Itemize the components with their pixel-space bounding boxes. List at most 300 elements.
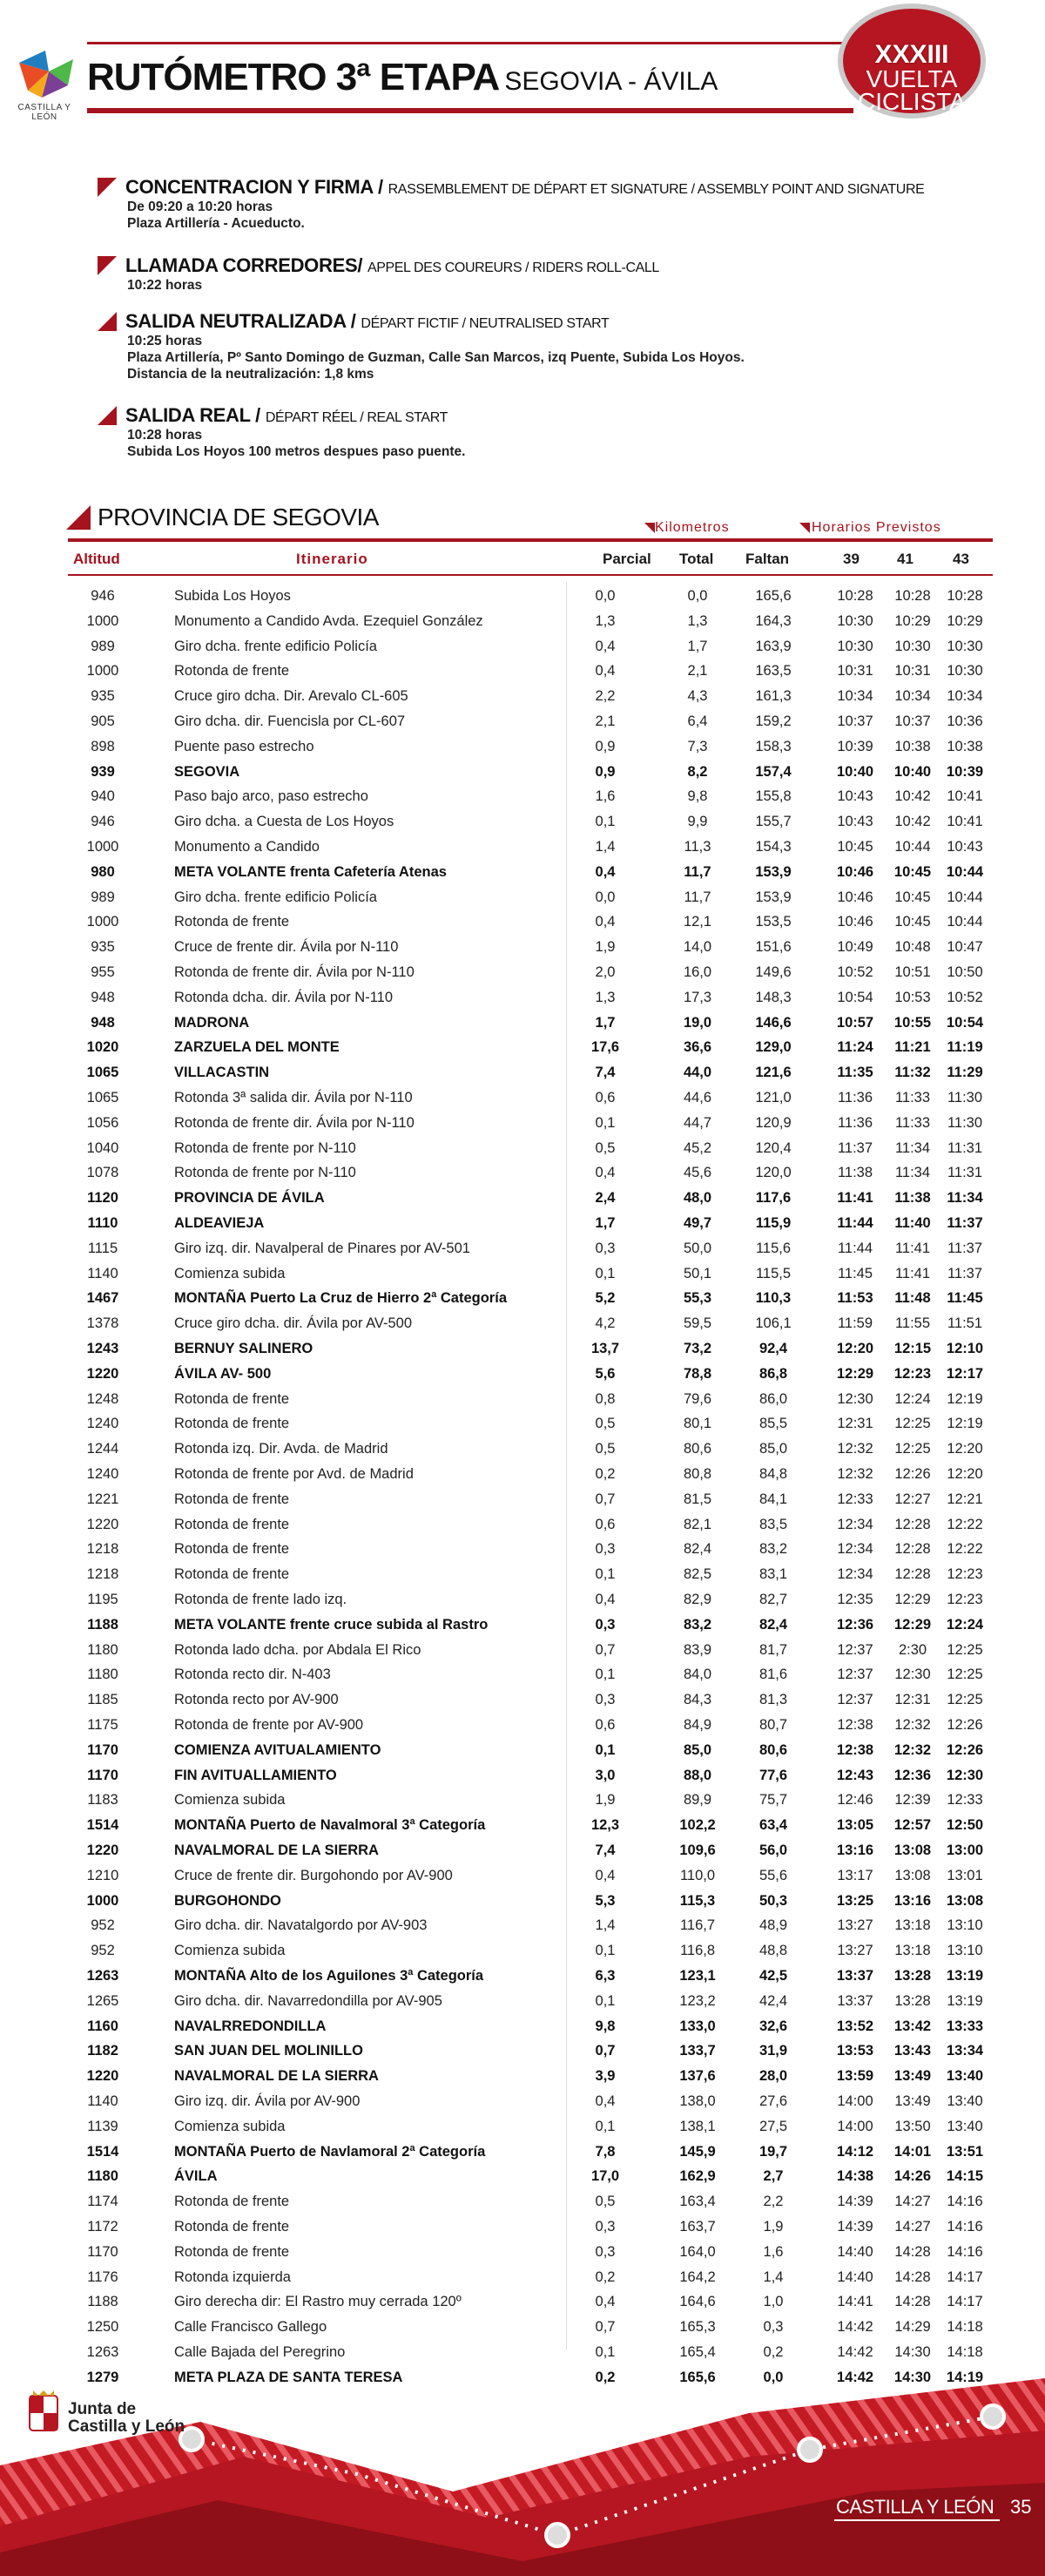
- hour-41-cell: 12:29: [893, 1616, 932, 1633]
- table-row: [0, 710, 1045, 734]
- itinerary-cell: SEGOVIA: [174, 763, 240, 780]
- altitude-cell: 955: [91, 964, 115, 980]
- hour-41-cell: 12:29: [894, 1592, 931, 1607]
- altitude-cell: 905: [91, 713, 115, 729]
- hour-43-cell: 10:43: [947, 839, 983, 855]
- hour-39-cell: 13:27: [837, 1917, 873, 1934]
- hour-41-cell: 10:51: [894, 964, 931, 980]
- hour-43-cell: 10:29: [947, 612, 983, 629]
- hour-41-cell: 10:45: [893, 863, 932, 880]
- faltan-cell: 63,4: [758, 1817, 788, 1834]
- hour-41-cell: 13:28: [893, 1968, 932, 1984]
- faltan-cell: 120,9: [755, 1114, 792, 1131]
- altitude-cell: 1175: [87, 1717, 118, 1733]
- itinerary-cell: Rotonda lado dcha. por Abdala El Rico: [174, 1641, 421, 1658]
- itinerary-cell: Rotonda izq. Dir. Avda. de Madrid: [174, 1441, 388, 1457]
- parcial-cell: 1,6: [595, 788, 616, 805]
- hour-41-cell: 11:48: [894, 1290, 931, 1307]
- footer-graphic: [0, 2352, 1045, 2576]
- parcial-cell: 0,4: [595, 1165, 616, 1181]
- itinerary-cell: BERNUY SALINERO: [174, 1341, 314, 1356]
- faltan-cell: 159,2: [755, 713, 792, 729]
- table-row: [0, 835, 1045, 860]
- itinerary-cell: Cruce giro dcha. dir. Ávila por AV-500: [174, 1315, 413, 1332]
- hour-43-cell: 12:50: [946, 1817, 984, 1834]
- col-h41: 41: [897, 551, 914, 567]
- altitude-cell: 948: [91, 989, 115, 1005]
- parcial-cell: 17,0: [590, 2168, 620, 2185]
- itinerary-cell: Giro dcha. dir. Fuencisla por CL-607: [174, 713, 406, 729]
- table-row: [0, 1237, 1045, 1261]
- total-cell: 6,4: [687, 713, 708, 729]
- faltan-cell: 2,2: [763, 2194, 784, 2210]
- itinerary-cell: Rotonda izquierda: [174, 2268, 291, 2285]
- col-faltan: Faltan: [745, 551, 790, 567]
- altitude-cell: 946: [91, 588, 115, 604]
- hour-41-cell: 10:55: [893, 1014, 932, 1031]
- total-cell: 16,0: [683, 964, 712, 980]
- total-cell: 110,0: [679, 1867, 716, 1883]
- coat-of-arms-icon: [26, 2389, 61, 2434]
- hour-43-cell: 14:18: [947, 2319, 983, 2336]
- hour-43-cell: 12:30: [946, 1767, 984, 1783]
- table-row: [0, 1388, 1045, 1412]
- table-row: [0, 2190, 1045, 2214]
- itinerary-cell: Comienza subida: [174, 1792, 286, 1809]
- parcial-cell: 0,3: [595, 1692, 616, 1708]
- faltan-cell: 84,8: [758, 1466, 788, 1482]
- altitude-cell: 1160: [87, 2018, 118, 2034]
- total-cell: 11,7: [684, 863, 711, 880]
- header-rule-top: [68, 538, 993, 542]
- hours-triangle-icon: [799, 523, 810, 533]
- hour-43-cell: 10:38: [947, 738, 983, 754]
- hour-41-cell: 12:32: [893, 1741, 932, 1758]
- faltan-cell: 27,5: [758, 2118, 788, 2134]
- hour-43-cell: 13:10: [947, 1943, 983, 1959]
- faltan-cell: 157,4: [755, 763, 792, 780]
- total-cell: 79,6: [683, 1390, 712, 1407]
- altitude-cell: 989: [91, 889, 115, 905]
- parcial-cell: 0,4: [595, 1867, 616, 1883]
- faltan-cell: 75,7: [758, 1792, 788, 1809]
- hour-39-cell: 11:35: [837, 1065, 873, 1081]
- hour-41-cell: 13:08: [893, 1842, 932, 1858]
- parcial-cell: 0,1: [595, 1741, 616, 1758]
- hour-43-cell: 11:30: [947, 1090, 983, 1105]
- hour-41-cell: 10:44: [894, 839, 931, 855]
- table-row: [0, 2266, 1045, 2290]
- altitude-cell: 980: [91, 863, 115, 880]
- hour-43-cell: 10:54: [946, 1014, 984, 1031]
- faltan-cell: 153,9: [755, 889, 792, 905]
- hour-41-cell: 14:26: [893, 2168, 932, 2185]
- hour-43-cell: 12:26: [946, 1741, 984, 1758]
- itinerary-cell: Rotonda dcha. dir. Ávila por N-110: [174, 989, 394, 1005]
- itinerary-cell: ZARZUELA DEL MONTE: [174, 1039, 340, 1056]
- hour-43-cell: 11:51: [947, 1315, 983, 1332]
- hour-39-cell: 12:46: [837, 1792, 873, 1809]
- hour-41-cell: 12:31: [894, 1692, 931, 1708]
- parcial-cell: 1,3: [595, 989, 616, 1005]
- altitude-cell: 1180: [87, 1667, 118, 1683]
- faltan-cell: 0,3: [763, 2319, 784, 2336]
- hour-41-cell: 13:16: [893, 1892, 932, 1909]
- total-cell: 82,4: [683, 1541, 712, 1558]
- table-row: [0, 1764, 1045, 1788]
- header-rule-bottom: [68, 574, 993, 576]
- table-row: [0, 1086, 1045, 1111]
- altitude-cell: 1110: [87, 1215, 118, 1231]
- itinerary-cell: VILLACASTIN: [174, 1065, 270, 1081]
- total-cell: 1,3: [687, 612, 708, 629]
- info-salida-real: [98, 404, 968, 460]
- hour-41-cell: 10:45: [894, 914, 931, 930]
- hour-41-cell: 13:08: [894, 1867, 931, 1883]
- total-cell: 49,7: [683, 1215, 712, 1231]
- itinerary-cell: Rotonda recto por AV-900: [174, 1692, 339, 1708]
- total-cell: 145,9: [679, 2143, 716, 2160]
- total-cell: 133,0: [679, 2018, 716, 2034]
- parcial-cell: 6,3: [595, 1968, 616, 1984]
- hour-43-cell: 13:19: [947, 1992, 983, 2009]
- faltan-cell: 155,7: [755, 814, 792, 830]
- hour-39-cell: 13:17: [837, 1867, 873, 1883]
- hour-39-cell: 14:00: [837, 2093, 873, 2109]
- hour-43-cell: 13:51: [946, 2143, 984, 2160]
- faltan-cell: 92,4: [758, 1341, 788, 1356]
- altitude-cell: 1140: [87, 1265, 118, 1281]
- col-altitud: Altitud: [73, 551, 120, 567]
- hour-39-cell: 12:43: [836, 1767, 874, 1783]
- hour-39-cell: 10:57: [836, 1014, 874, 1031]
- hour-39-cell: 13:53: [836, 2043, 874, 2059]
- table-row: [0, 1513, 1045, 1538]
- faltan-cell: 106,1: [755, 1315, 792, 1332]
- parcial-cell: 0,7: [595, 2319, 616, 2336]
- total-cell: 138,0: [679, 2093, 716, 2109]
- parcial-cell: 12,3: [590, 1817, 620, 1834]
- altitude-cell: 1000: [86, 839, 119, 855]
- parcial-cell: 2,1: [595, 713, 616, 729]
- table-row: [0, 585, 1045, 609]
- hour-39-cell: 10:37: [837, 713, 873, 729]
- table-row: [0, 1739, 1045, 1763]
- table-header-row: [68, 545, 993, 573]
- itinerary-cell: Rotonda de frente: [174, 2219, 290, 2235]
- hour-43-cell: 13:00: [946, 1842, 984, 1858]
- faltan-cell: 42,4: [758, 1992, 788, 2009]
- altitude-cell: 948: [91, 1014, 115, 1031]
- total-cell: 17,3: [683, 989, 712, 1005]
- itinerary-cell: META VOLANTE frente cruce subida al Rastro: [174, 1616, 489, 1633]
- faltan-cell: 121,0: [755, 1090, 792, 1105]
- hour-39-cell: 12:30: [837, 1390, 873, 1407]
- hour-39-cell: 10:31: [837, 663, 873, 679]
- table-row: [0, 735, 1045, 760]
- hour-43-cell: 12:25: [947, 1692, 983, 1708]
- parcial-cell: 17,6: [590, 1039, 620, 1056]
- total-cell: 84,3: [683, 1692, 712, 1708]
- hour-43-cell: 12:19: [947, 1416, 983, 1432]
- table-row: [0, 1788, 1045, 1813]
- altitude-cell: 1279: [86, 2369, 119, 2385]
- hour-41-cell: 14:27: [894, 2194, 931, 2210]
- itinerary-cell: Monumento a Candido Avda. Ezequiel González: [174, 612, 483, 629]
- total-cell: 8,2: [687, 763, 708, 780]
- total-cell: 2,1: [687, 663, 708, 679]
- total-cell: 11,3: [684, 839, 711, 855]
- faltan-cell: 82,7: [758, 1592, 788, 1607]
- total-cell: 9,8: [687, 788, 708, 805]
- itinerary-cell: Rotonda de frente: [174, 1491, 290, 1507]
- itinerary-cell: Paso bajo arco, paso estrecho: [174, 788, 368, 805]
- hour-41-cell: 13:50: [894, 2118, 931, 2134]
- table-row: [0, 2039, 1045, 2064]
- total-cell: 83,2: [683, 1616, 712, 1633]
- faltan-cell: 81,6: [758, 1667, 788, 1683]
- hour-43-cell: 11:37: [947, 1265, 983, 1281]
- footer-rule: [834, 2519, 1000, 2521]
- altitude-cell: 1188: [87, 2294, 118, 2310]
- hour-41-cell: 11:38: [894, 1190, 931, 1207]
- col-total: Total: [679, 551, 714, 567]
- hour-43-cell: 14:16: [947, 2243, 983, 2260]
- itinerary-cell: Cruce giro dcha. Dir. Arevalo CL-605: [174, 688, 408, 705]
- hour-41-cell: 11:41: [894, 1265, 931, 1281]
- total-cell: 14,0: [683, 939, 712, 956]
- total-cell: 7,3: [687, 738, 708, 754]
- itinerary-cell: Giro dcha. frente edificio Policía: [174, 889, 377, 905]
- parcial-cell: 1,7: [595, 1014, 616, 1031]
- altitude-cell: 952: [91, 1917, 115, 1934]
- hour-41-cell: 14:01: [893, 2143, 932, 2160]
- itinerary-cell: Rotonda de frente: [174, 2194, 290, 2210]
- parcial-cell: 1,9: [595, 939, 616, 956]
- hour-39-cell: 14:39: [837, 2219, 873, 2235]
- hour-41-cell: 12:23: [893, 1365, 932, 1382]
- hour-41-cell: 14:29: [894, 2319, 931, 2336]
- hour-41-cell: 11:33: [894, 1114, 931, 1131]
- total-cell: 44,7: [683, 1114, 712, 1131]
- hour-43-cell: 12:25: [947, 1667, 983, 1683]
- parcial-cell: 5,2: [595, 1290, 616, 1307]
- altitude-cell: 939: [91, 763, 115, 780]
- parcial-cell: 0,1: [595, 1566, 616, 1583]
- parcial-cell: 0,3: [595, 2219, 616, 2235]
- table-row: [0, 910, 1045, 935]
- itinerary-cell: Rotonda de frente lado izq.: [174, 1592, 347, 1607]
- hour-43-cell: 12:23: [947, 1592, 983, 1607]
- total-cell: 4,3: [687, 688, 708, 705]
- parcial-cell: 0,6: [595, 1717, 616, 1733]
- hour-43-cell: 12:25: [947, 1641, 983, 1658]
- hour-43-cell: 10:28: [947, 588, 983, 604]
- parcial-cell: 1,4: [595, 1917, 616, 1934]
- faltan-cell: 129,0: [755, 1039, 792, 1056]
- hour-39-cell: 14:41: [837, 2294, 873, 2310]
- faltan-cell: 77,6: [758, 1767, 788, 1783]
- parcial-cell: 0,2: [595, 1466, 616, 1482]
- faltan-cell: 28,0: [758, 2068, 788, 2085]
- faltan-cell: 82,4: [758, 1616, 788, 1633]
- hour-39-cell: 12:38: [837, 1717, 873, 1733]
- parcial-cell: 0,5: [595, 1441, 616, 1457]
- total-cell: 80,1: [683, 1416, 712, 1432]
- faltan-cell: 48,9: [758, 1917, 788, 1934]
- info-salida-neutralizada: [98, 310, 968, 382]
- hour-39-cell: 11:38: [837, 1165, 873, 1181]
- table-row: [0, 785, 1045, 809]
- table-row: [0, 886, 1045, 910]
- itinerary-cell: Rotonda recto dir. N-403: [174, 1667, 331, 1683]
- info-line: 10:25 horas: [127, 334, 203, 348]
- total-cell: 109,6: [679, 1842, 716, 1858]
- altitude-cell: 1078: [86, 1165, 119, 1181]
- total-cell: 164,2: [679, 2268, 716, 2285]
- itinerary-cell: Monumento a Candido: [174, 839, 320, 855]
- total-cell: 44,0: [683, 1065, 712, 1081]
- altitude-cell: 935: [91, 688, 115, 705]
- itinerary-cell: Rotonda de frente: [174, 1566, 290, 1583]
- hour-41-cell: 13:18: [894, 1943, 931, 1959]
- itinerary-cell: Rotonda de frente: [174, 663, 290, 679]
- hour-39-cell: 12:37: [837, 1641, 873, 1658]
- altitude-cell: 940: [91, 788, 115, 805]
- faltan-cell: 80,6: [758, 1741, 788, 1758]
- hour-41-cell: 14:30: [894, 2344, 931, 2360]
- table-row: [0, 961, 1045, 985]
- hour-39-cell: 13:25: [836, 1892, 874, 1909]
- total-cell: 45,2: [683, 1139, 712, 1156]
- parcial-cell: 0,7: [595, 1641, 616, 1658]
- faltan-cell: 86,0: [758, 1390, 788, 1407]
- table-row: [0, 1663, 1045, 1687]
- faltan-cell: 115,6: [755, 1240, 792, 1256]
- faltan-cell: 165,6: [755, 588, 792, 604]
- hour-41-cell: 12:24: [894, 1390, 931, 1407]
- itinerary-cell: Comienza subida: [174, 1265, 286, 1281]
- hour-39-cell: 12:34: [837, 1566, 873, 1583]
- total-cell: 80,6: [683, 1441, 712, 1457]
- table-row: [0, 1914, 1045, 1938]
- parcial-cell: 4,2: [595, 1315, 616, 1332]
- faltan-cell: 151,6: [755, 939, 792, 956]
- hour-41-cell: 13:49: [894, 2093, 931, 2109]
- faltan-cell: 154,3: [755, 839, 792, 855]
- total-cell: 88,0: [683, 1767, 712, 1783]
- hour-43-cell: 13:33: [946, 2018, 984, 2034]
- table-row: [0, 610, 1045, 634]
- altitude-cell: 1378: [86, 1315, 119, 1332]
- altitude-cell: 946: [91, 814, 115, 830]
- parcial-cell: 0,4: [595, 2294, 616, 2310]
- hour-39-cell: 13:52: [836, 2018, 874, 2034]
- hour-41-cell: 13:43: [893, 2043, 932, 2059]
- total-cell: 9,9: [687, 814, 708, 830]
- total-cell: 123,1: [679, 1968, 716, 1984]
- altitude-cell: 1170: [87, 1767, 118, 1783]
- itinerary-cell: Rotonda 3ª salida dir. Ávila por N-110: [174, 1090, 413, 1105]
- parcial-cell: 0,9: [595, 763, 616, 780]
- parcial-cell: 0,6: [595, 1516, 616, 1532]
- faltan-cell: 55,6: [758, 1867, 788, 1883]
- itinerary-cell: ÁVILA AV- 500: [174, 1365, 272, 1382]
- footer-label: CASTILLA Y LEÓN: [836, 2496, 994, 2518]
- hour-41-cell: 12:25: [894, 1416, 931, 1432]
- hour-43-cell: 10:44: [947, 889, 983, 905]
- hour-41-cell: 13:18: [894, 1917, 931, 1934]
- parcial-cell: 0,1: [595, 1992, 616, 2009]
- table-row: [0, 1563, 1045, 1587]
- table-row: [0, 2290, 1045, 2315]
- total-cell: 164,6: [679, 2294, 716, 2310]
- total-cell: 123,2: [679, 1992, 716, 2009]
- itinerary-cell: SAN JUAN DEL MOLINILLO: [174, 2043, 363, 2059]
- hour-39-cell: 12:34: [837, 1541, 873, 1558]
- itinerary-cell: COMIENZA AVITUALAMIENTO: [174, 1741, 381, 1758]
- total-cell: 137,6: [679, 2068, 716, 2085]
- info-llamada: [98, 254, 968, 294]
- info-heading: SALIDA NEUTRALIZADA / DÉPART FICTIF / NEUTRALISED START: [125, 310, 610, 332]
- parcial-cell: 2,4: [595, 1190, 616, 1207]
- hour-41-cell: 12:28: [894, 1566, 931, 1583]
- itinerary-cell: Rotonda de frente: [174, 1516, 290, 1532]
- table-row: [0, 1337, 1045, 1362]
- itinerary-cell: MONTAÑA Puerto de Navalmoral 3ª Categoría: [174, 1817, 486, 1834]
- altitude-cell: 1183: [87, 1792, 118, 1809]
- faltan-cell: 2,7: [763, 2168, 784, 2185]
- faltan-cell: 117,6: [755, 1190, 792, 1207]
- itinerary-cell: Rotonda de frente por N-110: [174, 1139, 356, 1156]
- hour-39-cell: 11:41: [837, 1190, 873, 1207]
- page-title: [87, 56, 718, 99]
- itinerary-cell: Giro izq. dir. Navalperal de Pinares por AV-501: [174, 1240, 470, 1256]
- hour-39-cell: 12:38: [836, 1741, 874, 1758]
- altitude-cell: 1182: [87, 2043, 118, 2059]
- altitude-cell: 1170: [87, 2243, 118, 2260]
- badge-line-3: CICLISTA: [858, 88, 966, 115]
- info-line: Distancia de la neutralización: 1,8 kms: [127, 367, 374, 382]
- table-row: [0, 1890, 1045, 1914]
- itinerary-cell: MADRONA: [174, 1014, 250, 1031]
- faltan-cell: 120,0: [755, 1165, 792, 1181]
- hour-41-cell: 11:40: [894, 1215, 931, 1231]
- hour-43-cell: 10:41: [947, 814, 983, 830]
- parcial-cell: 5,6: [595, 1365, 616, 1382]
- itinerary-cell: Rotonda de frente: [174, 1416, 290, 1432]
- hour-39-cell: 10:40: [836, 763, 874, 780]
- itinerary-cell: Rotonda de frente por AV-900: [174, 1717, 364, 1733]
- faltan-cell: 146,6: [755, 1014, 792, 1031]
- hour-41-cell: 10:42: [894, 814, 931, 830]
- table-row: [0, 2090, 1045, 2114]
- itinerary-cell: BURGOHONDO: [174, 1892, 281, 1909]
- hour-41-cell: 11:55: [894, 1315, 931, 1332]
- itinerary-cell: PROVINCIA DE ÁVILA: [174, 1190, 325, 1207]
- table-row: [0, 2316, 1045, 2340]
- faltan-cell: 120,4: [755, 1139, 792, 1156]
- parcial-cell: 0,5: [595, 2194, 616, 2210]
- hour-39-cell: 12:20: [836, 1341, 874, 1356]
- info-concentracion: [98, 176, 968, 232]
- hour-39-cell: 12:32: [837, 1466, 873, 1482]
- hour-39-cell: 13:37: [837, 1992, 873, 2009]
- hour-41-cell: 12:15: [893, 1341, 932, 1356]
- hour-41-cell: 10:40: [893, 763, 932, 780]
- table-row: [0, 1036, 1045, 1060]
- table-row: [0, 1112, 1045, 1136]
